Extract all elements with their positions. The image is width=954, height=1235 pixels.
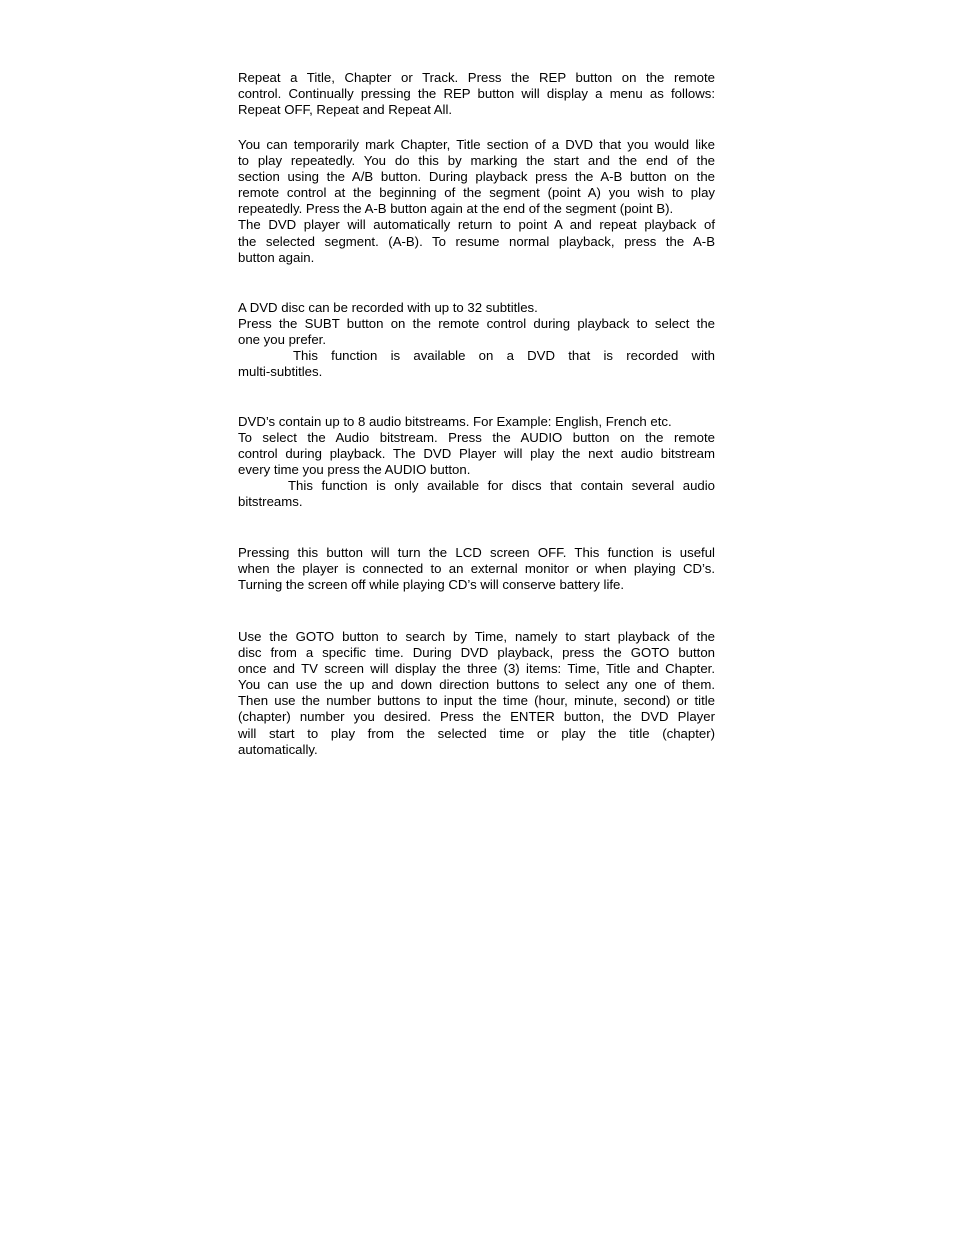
text-line: disc from a specific time. During DVD playback, press the GOTO button <box>238 645 715 661</box>
audio-paragraph <box>238 414 715 511</box>
text-line: to play repeatedly. You do this by marking the start and the end of the <box>238 153 715 169</box>
text-line: The DVD player will automatically return to point A and repeat playback of <box>238 217 715 233</box>
text-line: Repeat a Title, Chapter or Track. Press the REP button on the remote <box>238 70 715 85</box>
text-line: DVD’s contain up to 8 audio bitstreams. For Example: English, French etc. <box>238 414 672 429</box>
goto-paragraph <box>238 629 715 758</box>
text-line: You can use the up and down direction buttons to select any one of them. <box>238 677 715 693</box>
text-line: remote control at the beginning of the segment (point A) you wish to play <box>238 185 715 201</box>
text-line: Repeat OFF, Repeat and Repeat All. <box>238 102 453 118</box>
subtitle-paragraph <box>238 300 715 380</box>
text-line: (chapter) number you desired. Press the ENTER button, the DVD Player <box>238 709 715 725</box>
text-line: when the player is connected to an external monitor or when playing CD’s. <box>238 561 715 577</box>
audio-section <box>238 414 715 511</box>
note-line: This function is only available for discs that contain several audio <box>288 478 715 494</box>
text-line: one you prefer. <box>238 332 326 348</box>
text-line: control during playback. The DVD Player will play the next audio bitstream <box>238 446 715 462</box>
subtitle-section <box>238 300 715 380</box>
repeat-section <box>238 70 715 118</box>
lcd-paragraph <box>238 545 715 593</box>
text-line: will start to play from the selected time or play the title (chapter) <box>238 725 715 741</box>
text-line: To select the Audio bitstream. Press the AUDIO button on the remote <box>238 430 715 446</box>
text-line: every time you press the AUDIO button. <box>238 462 471 478</box>
lcd-section <box>238 545 715 593</box>
repeat-paragraph <box>238 70 715 118</box>
text-line: Pressing this button will turn the LCD screen OFF. This function is useful <box>238 545 715 560</box>
goto-section <box>238 629 715 758</box>
text-line: bitstreams. <box>238 494 303 510</box>
text-line: once and TV screen will display the three (3) items: Time, Title and Chapter. <box>238 661 715 677</box>
text-line: the selected segment. (A-B). To resume normal playback, press the A-B <box>238 233 715 249</box>
ab-repeat-paragraph <box>238 137 715 266</box>
text-line: Then use the number buttons to input the time (hour, minute, second) or title <box>238 693 715 709</box>
text-line: button again. <box>238 249 315 265</box>
text-line: Use the GOTO button to search by Time, namely to start playback of the <box>238 629 715 644</box>
text-line: Turning the screen off while playing CD’s will conserve battery life. <box>238 577 625 593</box>
text-line: Press the SUBT button on the remote control during playback to select the <box>238 316 715 332</box>
text-line: repeatedly. Press the A-B button again at the end of the segment (point B). <box>238 201 674 217</box>
text-line: You can temporarily mark Chapter, Title section of a DVD that you would like <box>238 137 715 152</box>
text-line: control. Continually pressing the REP button will display a menu as follows: <box>238 86 715 102</box>
text-line: automatically. <box>238 741 318 757</box>
text-line: multi-subtitles. <box>238 364 323 380</box>
ab-repeat-section <box>238 137 715 266</box>
text-line: A DVD disc can be recorded with up to 32 subtitles. <box>238 300 538 315</box>
text-line: section using the A/B button. During playback press the A-B button on the <box>238 169 715 185</box>
note-line: This function is available on a DVD that is recorded with <box>293 348 715 364</box>
